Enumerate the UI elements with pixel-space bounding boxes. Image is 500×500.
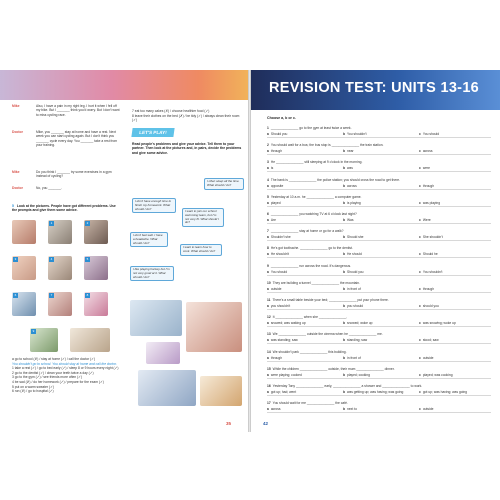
option-text: you should — [347, 304, 363, 308]
task-number: 5 — [12, 204, 14, 208]
option-text: you shouldn't — [270, 304, 291, 308]
book-spread — [0, 70, 500, 432]
question-prompt: There's a small table beside your bed; _______________ put your phone there. — [272, 298, 389, 302]
option-text: was standing; saw — [270, 338, 298, 343]
advice-prompt: 1 take a rest (✓) / go to bed early (✓) / sleep 8 or 9 hours every night (✓) — [12, 366, 119, 371]
option-text: Shouldn't she — [270, 235, 291, 240]
problem-photo — [30, 328, 58, 352]
question-text — [267, 384, 491, 388]
test-instruction: Choose a, b or c. — [267, 116, 296, 120]
illustration-photo — [186, 302, 242, 352]
speech-bubble: I want to join our school swimming team, but I'm not very fit. What should I do? — [182, 208, 224, 227]
dialogue-text: Do you think I _______ try some exercises in a gym instead of cycling? — [36, 170, 112, 179]
question-prompt: We shouldn't park _______________ this building. — [272, 349, 347, 354]
question-prompt: _______________ go to the gym at least twice a week. — [270, 126, 352, 130]
option-text: next to — [347, 407, 357, 412]
answer-option-c[interactable]: c was playing — [419, 200, 441, 205]
answer-option-b[interactable]: b Should you — [343, 269, 364, 274]
answer-option-c[interactable]: c through — [419, 183, 435, 188]
dialogue-line — [12, 186, 122, 192]
question-item — [267, 246, 491, 258]
advice-prompt: 3 go to the gym (✓) / see friends more often (✓) — [12, 375, 83, 380]
option-text: stood; saw — [422, 338, 439, 343]
question-prompt: You should wait for me _______________ the café. — [272, 401, 348, 406]
question-prompt: You should wait for a bus; the bus stop is _______________ the train station. — [270, 143, 384, 148]
answer-option-b[interactable]: b Was — [343, 218, 354, 222]
option-text: You shouldn't — [422, 269, 443, 274]
problem-photo — [48, 256, 72, 280]
question-prompt: _______________ you watching TV at 6 o'clock last night? — [270, 212, 357, 216]
option-text: through — [270, 355, 283, 360]
answer-option-a[interactable]: a got up; had; went — [267, 390, 297, 394]
option-text: is playing — [347, 200, 361, 205]
question-number: 15 — [267, 366, 271, 371]
option-text: You should — [270, 269, 288, 274]
question-text — [267, 143, 491, 147]
speech-bubble: I don't have enough time to finish my homework. What should I do? — [132, 198, 176, 213]
answer-option-c[interactable]: c played; was cooking — [419, 372, 453, 377]
option-text: should you — [422, 304, 439, 308]
speech-bubble: I don't feel well. I have a headache. What should I do? — [130, 232, 168, 247]
speaker-name: Doctor — [12, 186, 23, 190]
photo-number: 9 — [32, 329, 35, 333]
question-item — [267, 332, 491, 344]
problem-photo — [48, 220, 72, 244]
option-text: outside — [270, 286, 282, 291]
speaker-name: Mike — [12, 104, 20, 108]
question-number: 1 — [267, 126, 269, 130]
option-text: in front of — [347, 286, 361, 291]
dialogue-text: No, you _______. — [36, 186, 63, 190]
question-prompt: Yesterday Tony _______________ early, _______________ a shower and _______________ to work. — [272, 384, 423, 388]
question-number: 12 — [267, 315, 271, 320]
option-text: through — [422, 286, 435, 291]
illustration-photo — [130, 300, 182, 336]
question-prompt: While the children _______________ outside, their mum _______________ dinner. — [272, 366, 395, 371]
advice-prompt-list — [12, 357, 120, 394]
answer-option-a[interactable]: a He shouldn't — [267, 252, 290, 257]
question-prompt: It _______________ when she _______________. — [272, 315, 348, 320]
option-text: is — [270, 166, 274, 171]
answer-option-c[interactable]: c got up; was having; was going — [419, 390, 468, 394]
advice-prompt-list-continued — [132, 109, 242, 123]
problem-photo — [70, 328, 110, 352]
question-number: 7 — [267, 229, 269, 234]
answer-option-c[interactable]: c Should he — [419, 252, 438, 257]
question-number: 2 — [267, 143, 269, 148]
dialogue-text: Mike, you _______ stay at home and have a rest. Next week you can start cycling again. But I don't think you _______ cycle every day. You _______ take a rest from your training. — [36, 130, 118, 148]
option-text: was — [347, 166, 353, 171]
option-text: in front of — [347, 355, 361, 360]
question-number: 11 — [267, 298, 271, 302]
question-item — [267, 281, 491, 293]
answer-option-a[interactable]: a Shouldn't she — [267, 235, 291, 240]
option-text: got up; was having; was going — [422, 390, 468, 394]
answer-option-a[interactable]: a Are — [267, 218, 276, 222]
option-text: were playing; cooked — [270, 372, 302, 377]
answer-option-c[interactable]: c You should — [419, 132, 440, 136]
question-number: 3 — [267, 160, 269, 165]
option-text: snowed; woke up — [347, 321, 373, 326]
option-text: Are — [270, 218, 276, 222]
option-text: was playing — [422, 200, 441, 205]
advice-prompt: 8 leave their clothes on the bed (✗) / be tidy (✓) / always clean their room (✓) — [132, 113, 240, 123]
advice-prompt: 2 go to the dentist (✓) / clean your teeth twice a day (✓) — [12, 370, 94, 375]
question-text — [267, 229, 491, 233]
question-number: 13 — [267, 332, 271, 337]
answer-option-c[interactable]: c outside — [419, 355, 434, 360]
photo-number: 4 — [50, 257, 53, 261]
problem-photo — [12, 292, 36, 316]
answer-option-b[interactable]: b across — [343, 183, 357, 188]
speaker-name: Mike — [12, 170, 20, 174]
right-page — [251, 110, 500, 432]
lets-play-banner: LET'S PLAY! — [131, 128, 174, 137]
question-prompt: Yesterday at 10 a.m. he _______________ a computer game. — [270, 194, 362, 199]
answer-option-b[interactable]: b you should — [343, 304, 363, 308]
option-text: through — [270, 149, 283, 154]
answer-option-c[interactable]: c stood; saw — [419, 338, 439, 343]
problem-photo — [48, 292, 72, 316]
answer-option-a[interactable]: a across — [267, 407, 281, 412]
question-text — [267, 281, 491, 285]
question-prompt: _______________ stay at home or go for a walk? — [270, 229, 344, 234]
question-item — [267, 384, 491, 396]
illustration-photo — [200, 376, 242, 406]
answer-option-a[interactable]: a was standing; saw — [267, 338, 298, 343]
question-number: 14 — [267, 349, 271, 354]
answer-option-a[interactable]: a You should — [267, 269, 288, 274]
question-number: 10 — [267, 280, 271, 285]
answer-option-c[interactable]: c was snowing; woke up — [419, 321, 456, 326]
option-text: Should you — [270, 132, 288, 136]
option-text: You shouldn't — [347, 132, 367, 136]
left-page — [0, 100, 248, 432]
option-text: played; cooking — [347, 372, 370, 377]
answer-option-b[interactable]: b was getting up; was having; was going — [343, 390, 404, 394]
photo-number: 2 — [86, 221, 89, 225]
question-text — [267, 401, 491, 405]
question-text — [267, 332, 491, 336]
illustration-photo — [146, 342, 180, 364]
page-number: 42 — [263, 421, 269, 426]
answer-option-a[interactable]: a through — [267, 355, 283, 360]
question-text — [267, 195, 491, 199]
question-number: 6 — [267, 212, 269, 216]
answer-option-b[interactable]: b in front of — [343, 286, 361, 291]
option-text: snowed; was waking up — [270, 321, 306, 326]
question-item — [267, 212, 491, 224]
photo-number: 3 — [14, 257, 17, 261]
answer-option-b[interactable]: b was — [343, 166, 353, 171]
question-item — [267, 350, 491, 362]
option-text: through — [422, 183, 435, 188]
question-text — [267, 298, 491, 302]
question-prompt: He _______________ still sleeping at 9 o'clock in the morning. — [270, 160, 363, 165]
option-text: He should — [347, 252, 362, 257]
question-text — [267, 350, 491, 354]
answer-option-a[interactable]: a Should you — [267, 132, 288, 136]
question-number: 17 — [267, 401, 271, 406]
option-text: You should — [422, 132, 440, 136]
answer-option-c[interactable]: c She shouldn't — [419, 235, 443, 240]
option-text: near — [347, 149, 354, 154]
answer-option-c[interactable]: c outside — [419, 407, 434, 412]
question-prompt: They are building a tunnel _______________ the mountain. — [272, 280, 360, 285]
question-item — [267, 160, 491, 172]
lets-play-instruction: Read people's problems and give your advice. Tell them to your partner. Then look at the pictures and, in pairs, decide the problems and give some advice. — [132, 142, 242, 155]
answer-option-c[interactable]: c Were — [419, 218, 431, 222]
question-item — [267, 178, 491, 190]
photo-number: 8 — [86, 293, 89, 297]
question-text — [267, 367, 491, 371]
answer-option-b[interactable]: b Should she — [343, 235, 364, 240]
problem-photo — [12, 256, 36, 280]
advice-prompt: a go to school (✗) / stay at home (✓) / call the doctor (✓) — [12, 357, 96, 361]
answer-option-c[interactable]: c You shouldn't — [419, 269, 443, 274]
answer-option-a[interactable]: a were playing; cooked — [267, 372, 302, 377]
option-text: was getting up; was having; was going — [347, 390, 404, 394]
question-item — [267, 143, 491, 155]
option-text: Should you — [347, 269, 364, 274]
question-number: 8 — [267, 246, 269, 251]
question-text — [267, 178, 491, 182]
speech-bubble: I often sleep all the time. What should I do? — [204, 178, 244, 190]
question-item — [267, 298, 491, 310]
task-5-instruction — [12, 204, 120, 213]
photo-number: 1 — [50, 221, 53, 225]
question-item — [267, 229, 491, 241]
speech-bubble: I want to learn how to cook. What should I do? — [180, 244, 222, 256]
question-number: 16 — [267, 384, 271, 388]
problem-photo — [84, 256, 108, 280]
question-item — [267, 195, 491, 207]
problem-photo — [84, 292, 108, 316]
option-text: across — [347, 183, 357, 188]
option-text: Was — [347, 218, 354, 222]
task-text: Look at the pictures. People have got different problems. Use the prompts and give them some advice. — [12, 204, 116, 213]
question-text — [267, 264, 491, 268]
option-text: opposite — [270, 183, 284, 188]
option-text: across — [270, 407, 281, 412]
question-item — [267, 315, 491, 327]
option-text: Should she — [347, 235, 364, 240]
advice-prompt: 5 put on a warm sweater (✓) — [12, 384, 54, 389]
option-text: He shouldn't — [270, 252, 290, 257]
option-text: across — [422, 149, 433, 154]
option-text: outside — [422, 355, 434, 360]
example-answer: You shouldn't go to school. You should stay at home and call the doctor. — [12, 361, 117, 366]
dialogue-line — [12, 104, 122, 126]
advice-prompt: 6 run (✗) / go to hospital (✓) — [12, 389, 54, 394]
answer-option-c[interactable]: c through — [419, 286, 435, 291]
question-text — [267, 315, 491, 319]
option-text: She shouldn't — [422, 235, 443, 240]
answer-option-b[interactable]: b next to — [343, 407, 357, 412]
option-text: Should he — [422, 252, 438, 257]
speaker-name: Doctor — [12, 130, 23, 134]
option-text: standing; saw — [347, 338, 368, 343]
question-prompt: He's got toothache. _______________ go to the dentist. — [270, 246, 353, 251]
question-number: 9 — [267, 263, 269, 268]
question-prompt: We _______________ outside the cinema when he _______________ me. — [272, 332, 383, 337]
option-text: played; was cooking — [422, 372, 453, 377]
question-text — [267, 246, 491, 250]
dialogue-line — [12, 170, 122, 182]
answer-option-c[interactable]: c across — [419, 149, 433, 154]
question-text — [267, 126, 491, 130]
photo-number: 7 — [50, 293, 53, 297]
option-text: got up; had; went — [270, 390, 297, 394]
answer-option-a[interactable]: a outside — [267, 286, 282, 291]
option-text: was snowing; woke up — [422, 321, 456, 326]
answer-option-b[interactable]: b played; cooking — [343, 372, 370, 377]
page-number: 35 — [226, 421, 232, 426]
question-prompt: _______________ run across the road. It's dangerous. — [270, 263, 352, 268]
answer-option-c[interactable]: c were — [419, 166, 430, 171]
answer-option-a[interactable]: a played — [267, 200, 281, 205]
advice-prompt: 4 be sad (✗) / do her homework (✓) / prepare for the exam (✓) — [12, 379, 104, 384]
answer-option-a[interactable]: a through — [267, 149, 283, 154]
answer-option-b[interactable]: b You shouldn't — [343, 132, 367, 136]
revision-test-title: REVISION TEST: UNITS 13-16 — [269, 80, 480, 96]
question-item — [267, 126, 491, 138]
illustration-photo — [138, 370, 196, 406]
answer-option-b[interactable]: b He should — [343, 252, 362, 257]
photo-number: 6 — [14, 293, 17, 297]
left-header-band — [0, 70, 248, 100]
answer-option-b[interactable]: b standing; saw — [343, 338, 368, 343]
option-text: were — [422, 166, 430, 171]
advice-prompt: 7 eat too many cakes (✗) / choose healthier food (✓) — [132, 109, 210, 113]
speech-bubble: I like playing hockey but I'm not very good at it. What should I do? — [130, 266, 174, 281]
right-header-band — [251, 70, 500, 110]
dialogue-line — [12, 130, 122, 160]
option-text: outside — [422, 407, 434, 412]
answer-option-a[interactable]: a opposite — [267, 183, 284, 188]
answer-option-c[interactable]: c should you — [419, 304, 439, 308]
answer-option-a[interactable]: a is — [267, 166, 274, 171]
answer-option-b[interactable]: b in front of — [343, 355, 361, 360]
question-number: 5 — [267, 194, 269, 199]
question-item — [267, 264, 491, 276]
question-prompt: The bank is _______________ the police station; you should cross the road to get there. — [270, 177, 401, 182]
question-text — [267, 212, 491, 216]
answer-option-b[interactable]: b near — [343, 149, 354, 154]
answer-option-a[interactable]: a snowed; was waking up — [267, 321, 306, 326]
answer-option-b[interactable]: b snowed; woke up — [343, 321, 373, 326]
problem-photo — [84, 220, 108, 244]
photo-number: 5 — [86, 257, 89, 261]
problem-photo — [12, 220, 36, 244]
question-text — [267, 160, 491, 164]
question-item — [267, 367, 491, 379]
question-item — [267, 401, 491, 413]
option-text: Were — [422, 218, 431, 222]
answer-option-a[interactable]: a you shouldn't — [267, 304, 291, 308]
question-number: 4 — [267, 177, 269, 182]
dialogue-text: Also, I have a pain in my right leg. I hurt it when I fell off my bike. But I _______ think you'd worry. But I don't want to miss cycling race. — [36, 104, 120, 117]
answer-option-b[interactable]: b is playing — [343, 200, 361, 205]
option-text: played — [270, 200, 281, 205]
